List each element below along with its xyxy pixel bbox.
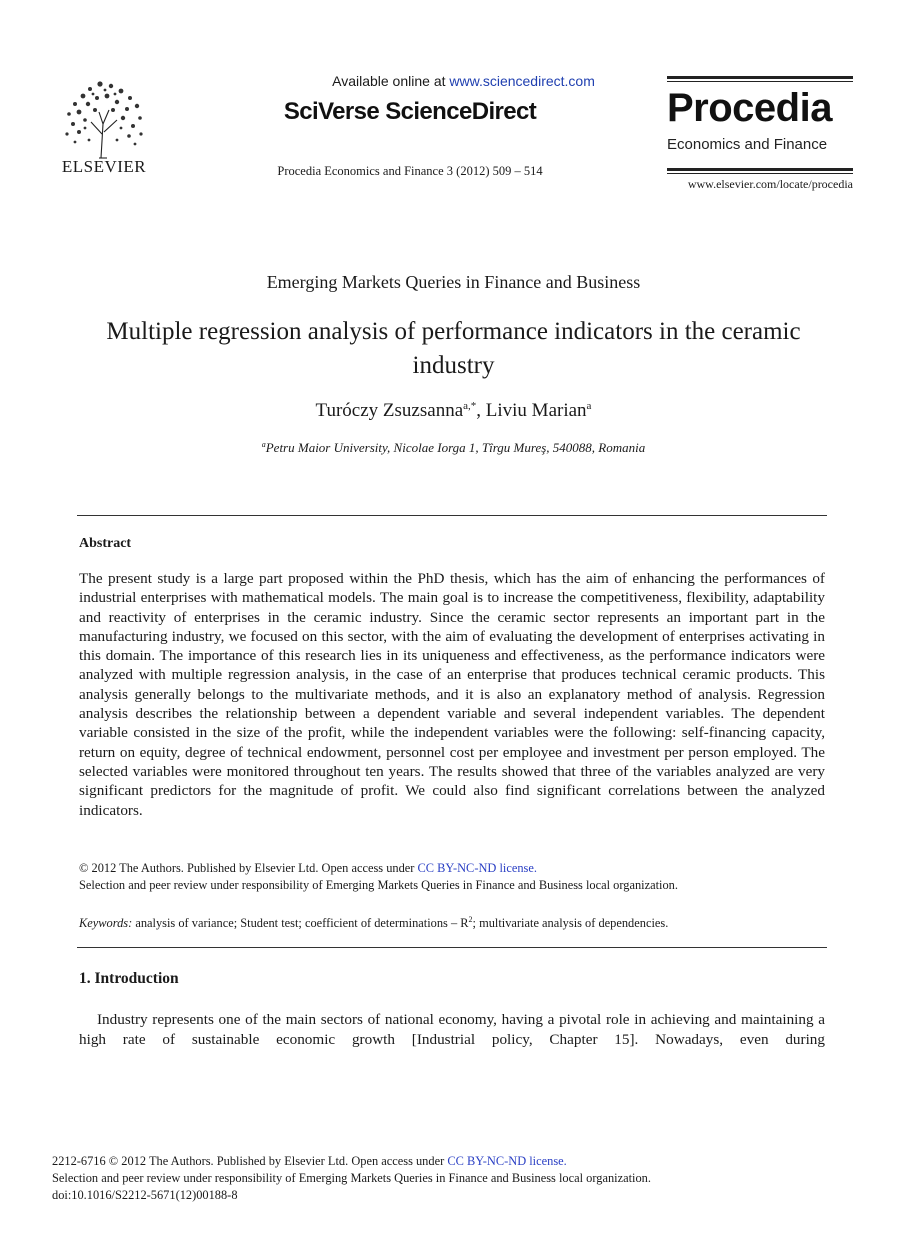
brand-title: Procedia bbox=[667, 86, 832, 130]
footer-peer-review: Selection and peer review under responsibility of Emerging Markets Queries in Finance and Business local organization. bbox=[52, 1171, 651, 1185]
copyright-notice bbox=[79, 860, 825, 894]
brand-rule-top bbox=[667, 76, 853, 79]
abstract-body: The present study is a large part proposed within the PhD thesis, which has the aim of enhancing the performances of industrial enterprises with mathematical models. The main goal is to increase the competitiveness, flexibility, adaptability and reactivity of enterprises in the ceramic industry. Since the ceramic sector represents an important part in the manufacturing industry, we focused on this sector, with the aim of evaluating the development of enterprises activating in this domain. The importance of this research lies in its uniqueness and effectiveness, as the performance indicators were analyzed with multiple regression analysis, in the case of an enterprise that produces technical ceramic products. This analysis generally belongs to the multivariate methods, and it is also an explanatory method of analysis. Regression analysis describes the relationship between a dependent variable and several independent variables. The dependent variable consisted in the size of the profit, while the independent variables were the following: self-financing capacity, return on equity, degree of technical endowment, personnel cost per employee and investment per person employed. The selected variables were monitored throughout ten years. The results showed that three of the variables analyzed are very significant predictors for the magnitude of profit. We could also find significant correlations between the analyzed indicators. bbox=[79, 570, 825, 819]
brand-url[interactable]: www.elsevier.com/locate/procedia bbox=[687, 177, 853, 191]
brand-rule-bottom bbox=[667, 168, 853, 171]
footer-issn: 2212-6716 © 2012 The Authors. Published by Elsevier Ltd. bbox=[52, 1154, 352, 1168]
brand-subtitle: Economics and Finance bbox=[667, 136, 828, 153]
author-separator: , bbox=[476, 400, 486, 421]
author-list bbox=[0, 400, 907, 422]
brand-rule-bottom-thin bbox=[667, 173, 853, 174]
procedia-brand bbox=[667, 76, 853, 190]
section-heading: 1. Introduction bbox=[79, 970, 179, 987]
divider-bottom bbox=[77, 947, 827, 948]
available-prefix: Available online at bbox=[332, 73, 450, 89]
footer-license-link[interactable]: CC BY-NC-ND license. bbox=[447, 1154, 567, 1168]
journal-reference: Procedia Economics and Finance 3 (2012) 509 – 514 bbox=[277, 164, 543, 178]
abstract-heading: Abstract bbox=[79, 536, 132, 551]
paper-title: Multiple regression analysis of performance indicators in the ceramic industry bbox=[106, 318, 801, 379]
author-affiliation-mark: a,* bbox=[463, 400, 477, 412]
license-link[interactable]: CC BY-NC-ND license. bbox=[417, 861, 537, 875]
sciencedirect-link[interactable]: www.sciencedirect.com bbox=[449, 73, 595, 89]
affiliation-text: Petru Maior University, Nicolae Iorga 1, Tîrgu Mureş, 540088, Romania bbox=[265, 440, 646, 455]
keywords-text-end: ; multivariate analysis of dependencies. bbox=[472, 916, 669, 930]
publisher-logo-text: ELSEVIER bbox=[61, 157, 147, 176]
footer-doi[interactable]: doi:10.1016/S2212-5671(12)00188-8 bbox=[52, 1188, 238, 1202]
footer-open-access: Open access under bbox=[351, 1154, 448, 1168]
author-name: Liviu Marian bbox=[485, 400, 587, 421]
sciverse-logo-text: SciVerse ScienceDirect bbox=[283, 98, 537, 125]
author-name: Turóczy Zsuzsanna bbox=[315, 400, 464, 421]
page-footer bbox=[52, 1153, 832, 1204]
introduction-body: Industry represents one of the main sectors of national economy, having a pivotal role in achieving and maintaining a high rate of sustainable economic growth [Industrial policy, Chapter 15]. Nowadays, even during bbox=[79, 1011, 825, 1048]
conference-name: Emerging Markets Queries in Finance and Business bbox=[266, 272, 641, 292]
keywords-text: analysis of variance; Student test; coefficient of determinations – R bbox=[132, 916, 469, 930]
author-affiliation-mark: a bbox=[586, 400, 592, 412]
peer-review-note: Selection and peer review under responsibility of Emerging Markets Queries in Finance and Business local organization. bbox=[79, 878, 678, 892]
brand-rule-top-thin bbox=[667, 81, 853, 82]
keywords-sup: 2 bbox=[468, 915, 473, 924]
affiliation-mark: a bbox=[261, 440, 266, 449]
affiliation bbox=[0, 440, 907, 456]
copyright-text: © 2012 The Authors. Published by Elsevier Ltd. Open access under bbox=[79, 861, 418, 875]
keywords bbox=[79, 915, 825, 931]
divider-top bbox=[77, 515, 827, 516]
keywords-label: Keywords: bbox=[79, 916, 133, 930]
